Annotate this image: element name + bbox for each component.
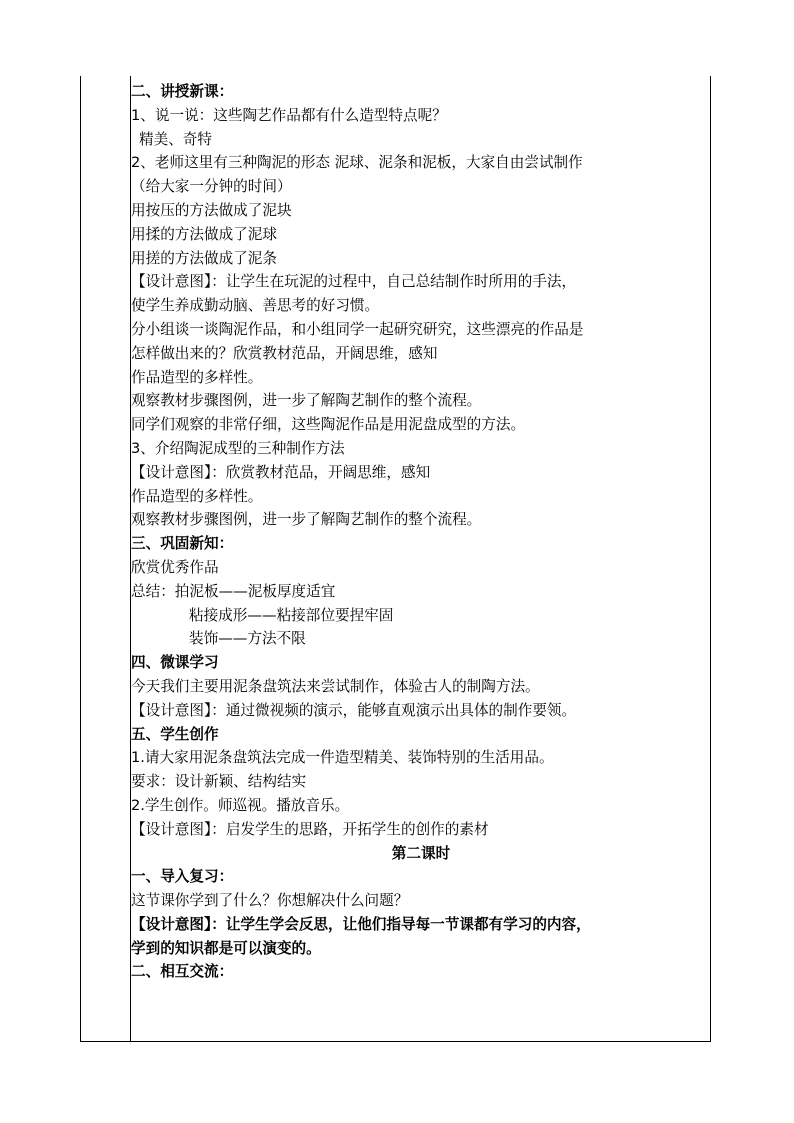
text-line: 2、老师这里有三种陶泥的形态 泥球、泥条和泥板，大家自由尝试制作 xyxy=(131,154,583,172)
section-heading: 四、微课学习 xyxy=(131,654,219,672)
design-intent: 【设计意图】：让学生在玩泥的过程中，自己总结制作时所用的手法， xyxy=(131,273,577,291)
text-line: 要求：设计新颖、结构结实 xyxy=(131,773,307,791)
section-heading: 二、讲授新课： xyxy=(131,83,234,100)
summary-line: 总结：拍泥板——泥板厚度适宜 xyxy=(131,582,336,600)
text-line: 观察教材步骤图例，进一步了解陶艺制作的整个流程。 xyxy=(131,511,482,529)
table-left-border xyxy=(80,76,81,1042)
text-line: 今天我们主要用泥条盘筑法来尝试制作，体验古人的制陶方法。 xyxy=(131,677,540,695)
section-heading: 五、学生创作 xyxy=(131,725,219,743)
text-line: 用揉的方法做成了泥球 xyxy=(131,225,277,243)
section-heading: 一、导入复习： xyxy=(131,868,234,886)
text-line: 精美、奇特 xyxy=(139,130,212,148)
design-intent: 【设计意图】：让学生学会反思，让他们指导每一节课都有学习的内容， xyxy=(131,915,591,933)
design-intent: 【设计意图】：欣赏教材范品，开阔思维，感知 xyxy=(131,463,431,481)
text-line: 作品造型的多样性。 xyxy=(131,487,263,505)
text-line: 学到的知识都是可以演变的。 xyxy=(131,939,321,957)
text-line: 欣赏优秀作品 xyxy=(131,558,219,576)
text-line: 用按压的方法做成了泥块 xyxy=(131,201,292,219)
summary-line: 粘接成形——粘接部位要捏牢固 xyxy=(189,606,394,624)
text-line: 作品造型的多样性。 xyxy=(131,368,263,386)
text-line: 1、说一说：这些陶艺作品都有什么造型特点呢？ xyxy=(131,106,447,124)
section-heading: 三、巩固新知： xyxy=(131,535,234,553)
text-line: 3、介绍陶泥成型的三种制作方法 xyxy=(131,439,345,457)
section-heading: 二、相互交流： xyxy=(131,963,234,981)
table-bottom-border xyxy=(80,1041,711,1042)
text-line: （给大家一分钟的时间） xyxy=(131,178,292,196)
text-line: 2.学生创作。师巡视。播放音乐。 xyxy=(131,796,350,814)
lesson-content xyxy=(131,80,711,984)
text-line: 观察教材步骤图例，进一步了解陶艺制作的整个流程。 xyxy=(131,392,482,410)
text-line: 同学们观察的非常仔细，这些陶泥作品是用泥盘成型的方法。 xyxy=(131,416,526,434)
lesson-period-title: 第二课时 xyxy=(391,844,451,862)
text-line: 使学生养成勤动脑、善思考的好习惯。 xyxy=(131,297,380,315)
text-line: 分小组谈一谈陶泥作品，和小组同学一起研究研究，这些漂亮的作品是 xyxy=(131,320,584,338)
text-line: 怎样做出来的？欣赏教材范品，开阔思维，感知 xyxy=(131,344,438,362)
design-intent: 【设计意图】：启发学生的思路，开拓学生的创作的素材 xyxy=(131,820,489,838)
design-intent: 【设计意图】：通过微视频的演示，能够直观演示出具体的制作要领。 xyxy=(131,701,577,719)
summary-line: 装饰——方法不限 xyxy=(189,630,306,648)
text-line: 1.请大家用泥条盘筑法完成一件造型精美、装饰特别的生活用品。 xyxy=(131,749,554,767)
text-line: 这节课你学到了什么？你想解决什么问题？ xyxy=(131,892,409,910)
text-line: 用搓的方法做成了泥条 xyxy=(131,249,277,267)
